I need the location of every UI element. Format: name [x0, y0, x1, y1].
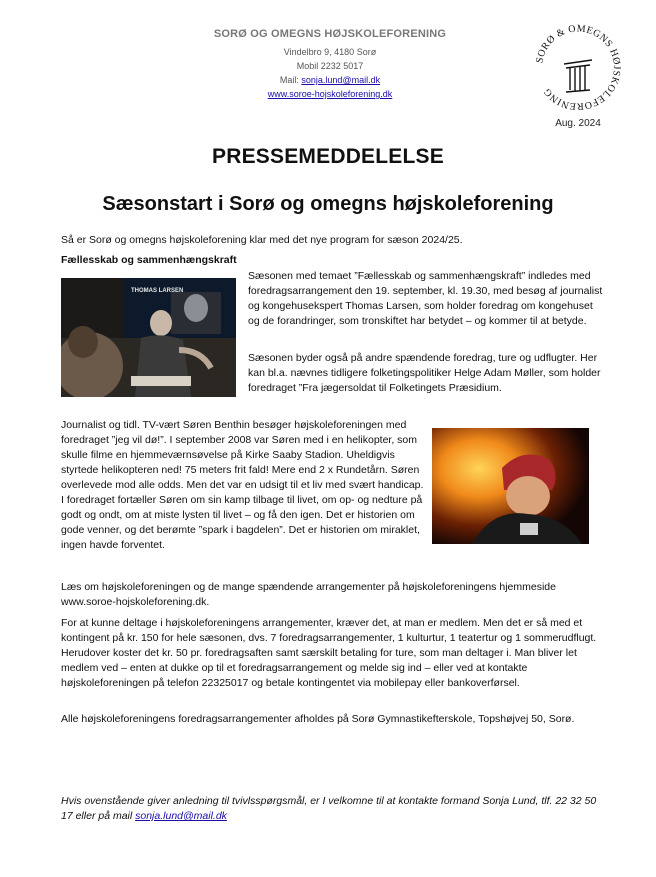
headline: Sæsonstart i Sorø og omegns højskoleforening	[102, 193, 554, 215]
mail-link[interactable]: sonja.lund@mail.dk	[301, 75, 381, 85]
press-release-title: PRESSEMEDDELELSE	[212, 145, 444, 168]
paragraph-6: Alle højskoleforeningens foredragsarrangementer afholdes på Sorø Gymnastikefterskole, Topshøjvej 50, Sorø.	[61, 713, 575, 725]
intro-text: Så er Sorø og omegns højskoleforening klar med det nye program for sæson 2024/25.	[61, 234, 463, 246]
mobile: Mobil 2232 5017	[296, 61, 364, 71]
association-logo	[528, 18, 628, 118]
paragraph-5: For at kunne deltage i højskoleforeningens arrangementer, kræver det, at man er medlem. Men det er så med et kontingent på kr. 150 for hele sæsonen, dvs. 7 foredragsarrangementer, 1 kulturtur, 1 teatertur og 1 sommerudflugt. Herudover koster det kr. 50 pr. foredragsaften samt særskilt betaling for ture, som man deltager i. Man bliver let medlem ved – enten at dukke op til et foredragsarrangement og melde sig ind – eller ved at kontakte højskoleforeningen på telefon 22325017 og betale kontingentet via mobilepay eller bankoverførsel.	[61, 617, 597, 689]
subheading: Fællesskab og sammenhængskraft	[61, 254, 237, 266]
thomas-larsen-photo	[61, 278, 236, 397]
logo-ring-text: SORØ & OMEGNS HØJSKOLEFORENING	[534, 23, 623, 112]
organization-name: SORØ OG OMEGNS HØJSKOLEFORENING	[213, 28, 447, 40]
paragraph-3: Journalist og tidl. TV-vært Søren Benthin besøger højskoleforeningen med foredraget ”jeg vil dø!”. I september 2008 var Søren med i en helikopter, som skulle filme en hjemmeværnsøvelse på Kirke Saaby Stadion. Uheldigvis styrtede helikopteren ned! 75 meters frit fald! Mere end 2 x Rundetårn. Søren overlevede mod alle odds. Men det var en udsigt til et liv med svært handicap. I foredraget fortæller Søren om sin kamp tilbage til livet, om op- og nedture på godt og ondt, om at miste lysten til livet – og få den igen. Det er historien om gode venner, og det berømte ”spark i bagdelen”. Det er historien om miraklet, ingen havde forventet.	[61, 419, 424, 551]
svg-text:SORØ & OMEGNS HØJSKOLEFORENING	[534, 23, 622, 111]
address: Vindelbro 9, 4180 Sorø	[283, 47, 377, 57]
paragraph-4: Læs om højskoleforeningen og de mange spændende arrangementer på højskoleforeningens hjemmeside www.soroe-hojskoleforening.dk.	[61, 581, 556, 608]
paragraph-2: Sæsonen byder også på andre spændende foredrag, ture og udflugter. Her kan bl.a. nævnes tidligere folketingspolitiker Helge Adam Møller, som holder foredraget ”Fra jægersoldat til Folketingets Præsidium.	[248, 352, 601, 394]
logo-date: Aug. 2024	[555, 118, 601, 129]
website-link[interactable]: www.soroe-hojskoleforening.dk	[267, 89, 393, 99]
paragraph-1: Sæsonen med temaet ”Fællesskab og sammenhængskraft” indledes med foredragsarrangement den 19. september, kl. 19.30, med besøg af journalist og kongehusekspert Thomas Larsen, som holder foredrag om kongehuset og de forandringer, som tronskiftet har betydet – og kommer til at betyde.	[248, 270, 603, 327]
soren-benthin-photo	[432, 428, 589, 544]
footer-contact	[61, 794, 601, 824]
banner-text: THOMAS LARSEN	[131, 288, 184, 294]
mail-line	[190, 73, 470, 87]
footer-mail-link[interactable]: sonja.lund@mail.dk	[135, 810, 227, 822]
footer-text: Hvis ovenstående giver anledning til tvivlsspørgsmål, er I velkomne til at kontakte formand Sonja Lund, tlf. 22 32 50 17 eller på mail	[61, 795, 597, 822]
mail-label: Mail:	[279, 75, 302, 85]
website-line	[190, 87, 470, 101]
